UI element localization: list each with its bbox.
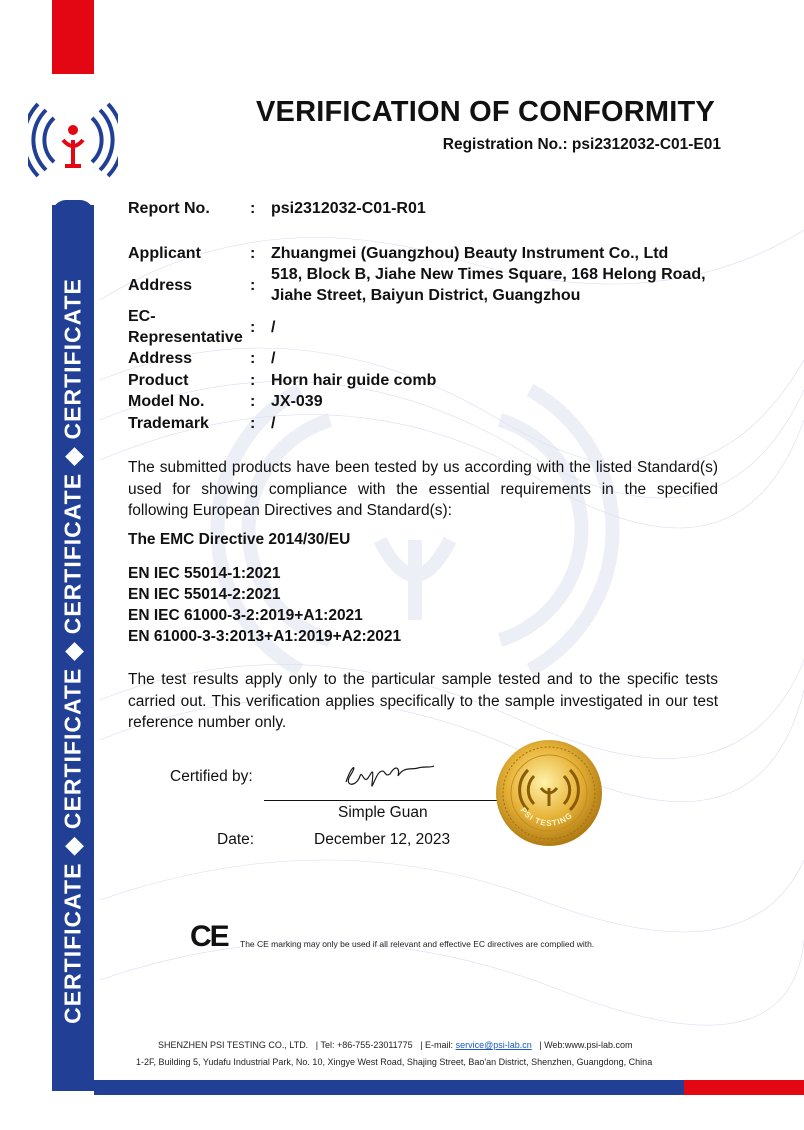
field-label: Report No. [128,200,210,217]
field-value: Zhuangmei (Guangzhou) Beauty Instrument Co., Ltd [271,245,669,262]
field-colon: : [250,200,256,217]
sidebar-certificate-text: CERTIFICATE ◆ CERTIFICATE ◆ CERTIFICATE ◆ CERTIFICATE [59,278,86,1024]
gold-seal-icon [494,738,604,848]
field-label-line2: Representative [128,329,243,346]
field-label: Address [128,350,193,367]
date-value: December 12, 2023 [314,831,451,848]
intro-paragraph: The submitted products have been tested by us according with the listed Standard(s) used for showing compliance with the essential requirements in the specified following European Directives and Standard(s): [128,459,718,519]
field-label: Applicant [128,245,201,262]
signer-name: Simple Guan [338,804,428,821]
footer-web: Web:www.psi-lab.com [544,1040,633,1050]
footer-tel: Tel: +86-755-23011775 [320,1040,413,1050]
seal-text: PSI TESTING [518,805,575,828]
document-title: VERIFICATION OF CONFORMITY [256,96,715,128]
signature-line [264,800,504,801]
field-colon: : [250,393,256,410]
field-colon: : [250,415,256,432]
footer-address: 1-2F, Building 5, Yudafu Industrial Park, No. 10, Xingye West Road, Shajing Street, Bao'an District, Shenzhen, Guangdong, China [136,1057,653,1067]
field-value-line1: 518, Block B, Jiahe New Times Square, 168 Helong Road, [271,266,706,283]
field-label: Product [128,372,189,389]
field-label-line1: EC- [128,308,156,325]
field-label: Trademark [128,415,209,432]
psi-logo-icon [28,100,118,180]
field-colon: : [250,245,256,262]
field-colon: : [250,319,256,336]
signature-image [338,754,438,794]
field-value-line2: Jiahe Street, Baiyun District, Guangzhou [271,287,581,304]
bottom-red-accent [684,1080,804,1095]
disclaimer-paragraph: The test results apply only to the particular sample tested and to the specific tests carried out. This verification applies specifically to the sample investigated in our test reference number only. [128,671,718,731]
field-value: JX-039 [271,393,323,410]
footer-contact: SHENZHEN PSI TESTING CO., LTD. | Tel: +86-755-23011775 | E-mail: service@psi-lab.cn | Web:www.psi-lab.com [158,1040,633,1050]
footer-email-link[interactable]: service@psi-lab.cn [455,1040,532,1050]
standard-item: EN 61000-3-3:2013+A1:2019+A2:2021 [128,628,402,645]
standard-item: EN IEC 55014-1:2021 [128,565,281,582]
field-colon: : [250,277,256,294]
footer-email-label: E-mail: [425,1040,454,1050]
field-colon: : [250,372,256,389]
field-value: psi2312032-C01-R01 [271,200,426,217]
ce-mark-icon: CE [190,920,228,953]
field-value: Horn hair guide comb [271,372,437,389]
top-red-accent [52,0,94,74]
field-value: / [271,350,276,367]
field-label: Model No. [128,393,205,410]
certified-by-label: Certified by: [170,768,253,785]
ce-note: The CE marking may only be used if all relevant and effective EC directives are complied with. [240,939,595,949]
footer-company: SHENZHEN PSI TESTING CO., LTD. [158,1040,309,1050]
field-value: / [271,415,276,432]
directive-title: The EMC Directive 2014/30/EU [128,531,351,548]
field-value: / [271,319,276,336]
standard-item: EN IEC 61000-3-2:2019+A1:2021 [128,607,363,624]
field-label: Address [128,277,193,294]
field-colon: : [250,350,256,367]
standard-item: EN IEC 55014-2:2021 [128,586,281,603]
date-label: Date: [217,831,255,848]
registration-number: Registration No.: psi2312032-C01-E01 [442,136,721,153]
